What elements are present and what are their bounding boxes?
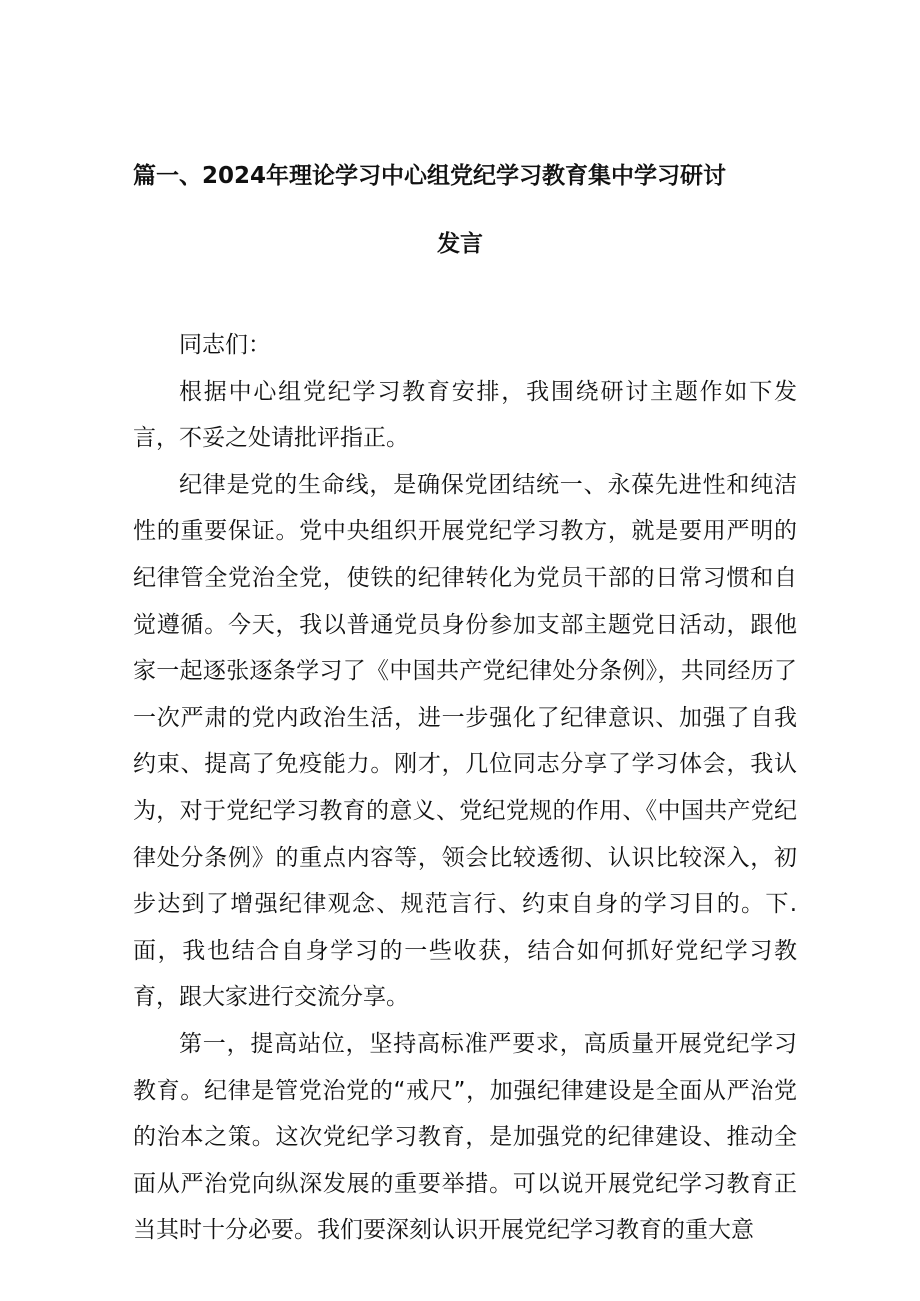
- document-title-continuation: 发言: [437, 231, 483, 257]
- salutation-paragraph: 同志们：: [179, 332, 271, 358]
- document-title: 篇一、2024年理论学习中心组党纪学习教育集中学习研讨: [133, 163, 727, 189]
- body-paragraph: 第一，提高站位，坚持高标准严要求，高质量开展党纪学习教育。纪律是管党治党的“戒尺”，加强纪律建设是全面从严治党的治本之策。这次党纪学习教育，是加强党的纪律建设、推动全面从严治党向纵深发展的重要举措。可以说开展党纪学习教育正当其时十分必要。我们要深刻认识开展党纪学习教育的重大意: [133, 1030, 797, 1244]
- body-paragraph: 根据中心组党纪学习教育安排，我围绕研讨主题作如下发言，不妥之处请批评指正。: [133, 378, 797, 452]
- body-paragraph: 纪律是党的生命线，是确保党团结统一、永葆先进性和纯洁性的重要保证。党中央组织开展党纪学习教方，就是要用严明的纪律管全党治全党，使铁的纪律转化为党员干部的日常习惯和自觉遵循。今天，我以普通党员身份参加支部主题党日活动，跟他家一起逐张逐条学习了《中国共产党纪律处分条例》，共同经历了一次严肃的党内政治生活，进一步强化了纪律意识、加强了自我约束、提高了免疫能力。刚才，几位同志分享了学习体会，我认为，对于党纪学习教育的意义、党纪党规的作用、《中国共产党纪律处分条例》的重点内容等，领会比较透彻、认识比较深入，初步达到了增强纪律观念、规范言行、约束自身的学习目的。下.面，我也结合自身学习的一些收获，结合如何抓好党纪学习教育，跟大家进行交流分享。: [133, 471, 797, 1011]
- document-body: [133, 322, 797, 1254]
